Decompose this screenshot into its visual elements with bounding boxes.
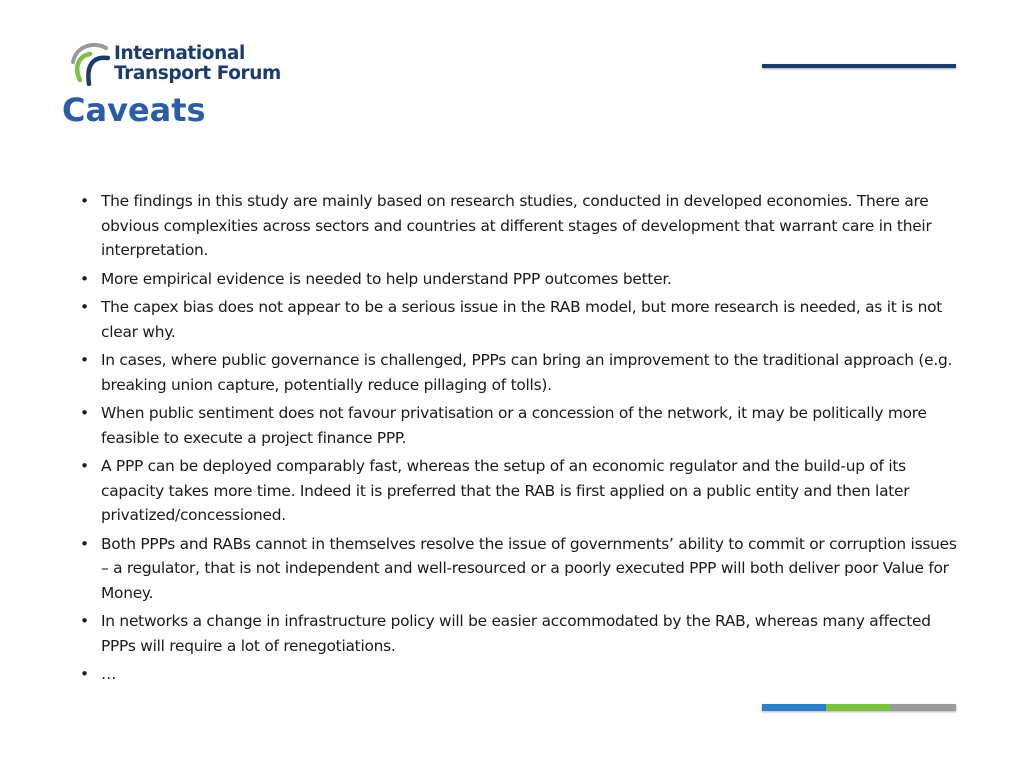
caveats-list [78,189,958,691]
logo-line-1: International [114,43,245,64]
list-item: • A PPP can be deployed comparably fast, whereas the setup of an economic regulator and the build-up of its capacity takes more time. Indeed it is preferred that the RAB is first applied on a public entity and then later privatized/concessioned. [78,454,958,528]
list-item: • The capex bias does not appear to be a serious issue in the RAB model, but more research is needed, as it is not clear why. [78,295,958,344]
itf-logo-mark-icon [70,42,110,86]
footer-bar-gray [890,704,956,711]
list-item: • More empirical evidence is needed to help understand PPP outcomes better. [78,267,958,292]
itf-logo-wordmark [114,44,281,84]
list-item: • The findings in this study are mainly based on research studies, conducted in developed economies. There are obvious complexities across sectors and countries at different stages of development that warrant care in their interpretation. [78,189,958,263]
list-item: • When public sentiment does not favour privatisation or a concession of the network, it may be politically more feasible to execute a project finance PPP. [78,401,958,450]
footer-bar-blue [762,704,826,711]
page-title: Caveats [62,91,206,129]
list-item: • … [78,662,958,687]
list-item: • In networks a change in infrastructure policy will be easier accommodated by the RAB, whereas many affected PPPs will require a lot of renegotiations. [78,609,958,658]
footer-color-bar [762,704,956,711]
footer-bar-green [826,704,890,711]
list-item: • In cases, where public governance is challenged, PPPs can bring an improvement to the traditional approach (e.g. breaking union capture, potentially reduce pillaging of tolls). [78,348,958,397]
logo-line-2: Transport Forum [114,63,281,84]
list-item: • Both PPPs and RABs cannot in themselves resolve the issue of governments’ ability to commit or corruption issues – a regulator, that is not independent and well-resourced or a poorly executed PPP will both deliver poor Value for Money. [78,532,958,606]
header-divider [762,64,956,68]
itf-logo [70,42,281,88]
